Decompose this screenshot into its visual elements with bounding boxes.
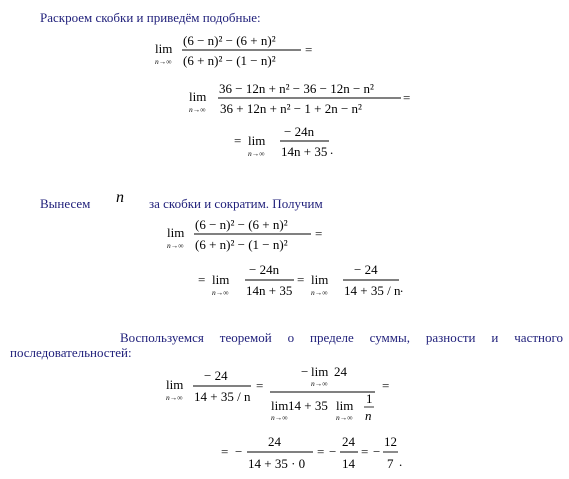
lim-subscript: n→∞ (336, 413, 353, 422)
step2-formula-line2 (198, 258, 423, 302)
fraction-numerator-value: 24 (334, 364, 347, 379)
step1-formula-line2 (189, 76, 419, 122)
minus-sign: − (301, 364, 309, 379)
fraction-numerator: 36 − 12n + n² − 36 − 12n − n² (219, 81, 374, 96)
lim-subscript: n→∞ (212, 288, 229, 297)
equals-sign: = (256, 378, 264, 393)
equals-sign: = (305, 42, 313, 57)
fraction-numerator: 24 (342, 434, 355, 449)
fraction-denominator: 14 + 35 · 0 (248, 456, 306, 471)
fraction-denominator: 7 (387, 456, 394, 471)
equals-sign: = (198, 272, 206, 287)
fraction-numerator: 24 (268, 434, 281, 449)
lim-operator: lim (167, 225, 185, 240)
fraction-numerator: − 24n (284, 124, 315, 139)
equals-sign: = (297, 272, 305, 287)
inner-fraction-denominator: n (365, 408, 372, 423)
equals-sign: = (382, 378, 390, 393)
equals-sign: = (317, 444, 325, 459)
equals-sign: = (403, 90, 411, 105)
step1-formula-line3 (234, 120, 344, 164)
lim-operator: lim (336, 398, 354, 413)
inner-fraction-numerator: 1 (366, 391, 373, 406)
lim-subscript: n→∞ (271, 413, 288, 422)
step1-formula-line1 (155, 28, 335, 76)
denominator-constant: 14 + 35 (288, 398, 328, 413)
lim-subscript: n→∞ (311, 379, 328, 388)
minus-sign: − (329, 444, 337, 459)
equals-sign: = (361, 444, 369, 459)
lim-operator: lim (212, 272, 230, 287)
lim-operator: lim (155, 41, 173, 56)
equals-sign: = (221, 444, 229, 459)
fraction-denominator: 14 (342, 456, 355, 471)
period: . (400, 280, 404, 295)
step2-text-before: Вынесем (40, 196, 91, 211)
fraction-numerator: 12 (384, 434, 397, 449)
variable-n: n (116, 189, 124, 206)
lim-operator: lim (271, 398, 289, 413)
lim-subscript: n→∞ (166, 393, 183, 402)
fraction-denominator: (6 + n)² − (1 − n)² (183, 53, 276, 68)
fraction-numerator: − 24n (249, 262, 280, 277)
lim-operator: lim (311, 272, 329, 287)
lim-subscript: n→∞ (167, 241, 184, 250)
minus-sign: − (373, 444, 381, 459)
lim-operator: lim (311, 364, 329, 379)
minus-sign: − (235, 444, 243, 459)
step1-text: Раскроем скобки и приведём подобные: (40, 10, 261, 25)
fraction-denominator: 36 + 12n + n² − 1 + 2n − n² (220, 101, 362, 116)
fraction-numerator: (6 − n)² − (6 + n)² (195, 217, 288, 232)
fraction-denominator: 14n + 35 (246, 283, 293, 298)
step2-text-after: за скобки и сократим. Получим (149, 196, 323, 211)
fraction-denominator: 14 + 35 / n (344, 283, 401, 298)
fraction-numerator: − 24 (354, 262, 378, 277)
fraction-denominator: 14n + 35 (281, 144, 328, 159)
step3-text: Воспользуемся теоремой о пределе суммы, разности и частного последовательностей: (10, 330, 563, 360)
lim-subscript: n→∞ (189, 105, 206, 114)
lim-operator: lim (248, 133, 266, 148)
lim-operator: lim (166, 377, 184, 392)
equals-sign: = (315, 226, 323, 241)
period: . (399, 454, 403, 469)
fraction-denominator: (6 + n)² − (1 − n)² (195, 237, 288, 252)
equals-sign: = (234, 133, 242, 148)
fraction-numerator: (6 − n)² − (6 + n)² (183, 33, 276, 48)
lim-subscript: n→∞ (248, 149, 265, 158)
lim-subscript: n→∞ (311, 288, 328, 297)
fraction-denominator: 14 + 35 / n (194, 389, 251, 404)
fraction-numerator: − 24 (204, 368, 228, 383)
step3-formula-line2 (221, 428, 421, 474)
period: . (330, 142, 334, 157)
lim-subscript: n→∞ (155, 57, 172, 66)
lim-operator: lim (189, 89, 207, 104)
step3-formula-line1 (166, 362, 406, 426)
step2-formula-line1 (167, 212, 337, 258)
